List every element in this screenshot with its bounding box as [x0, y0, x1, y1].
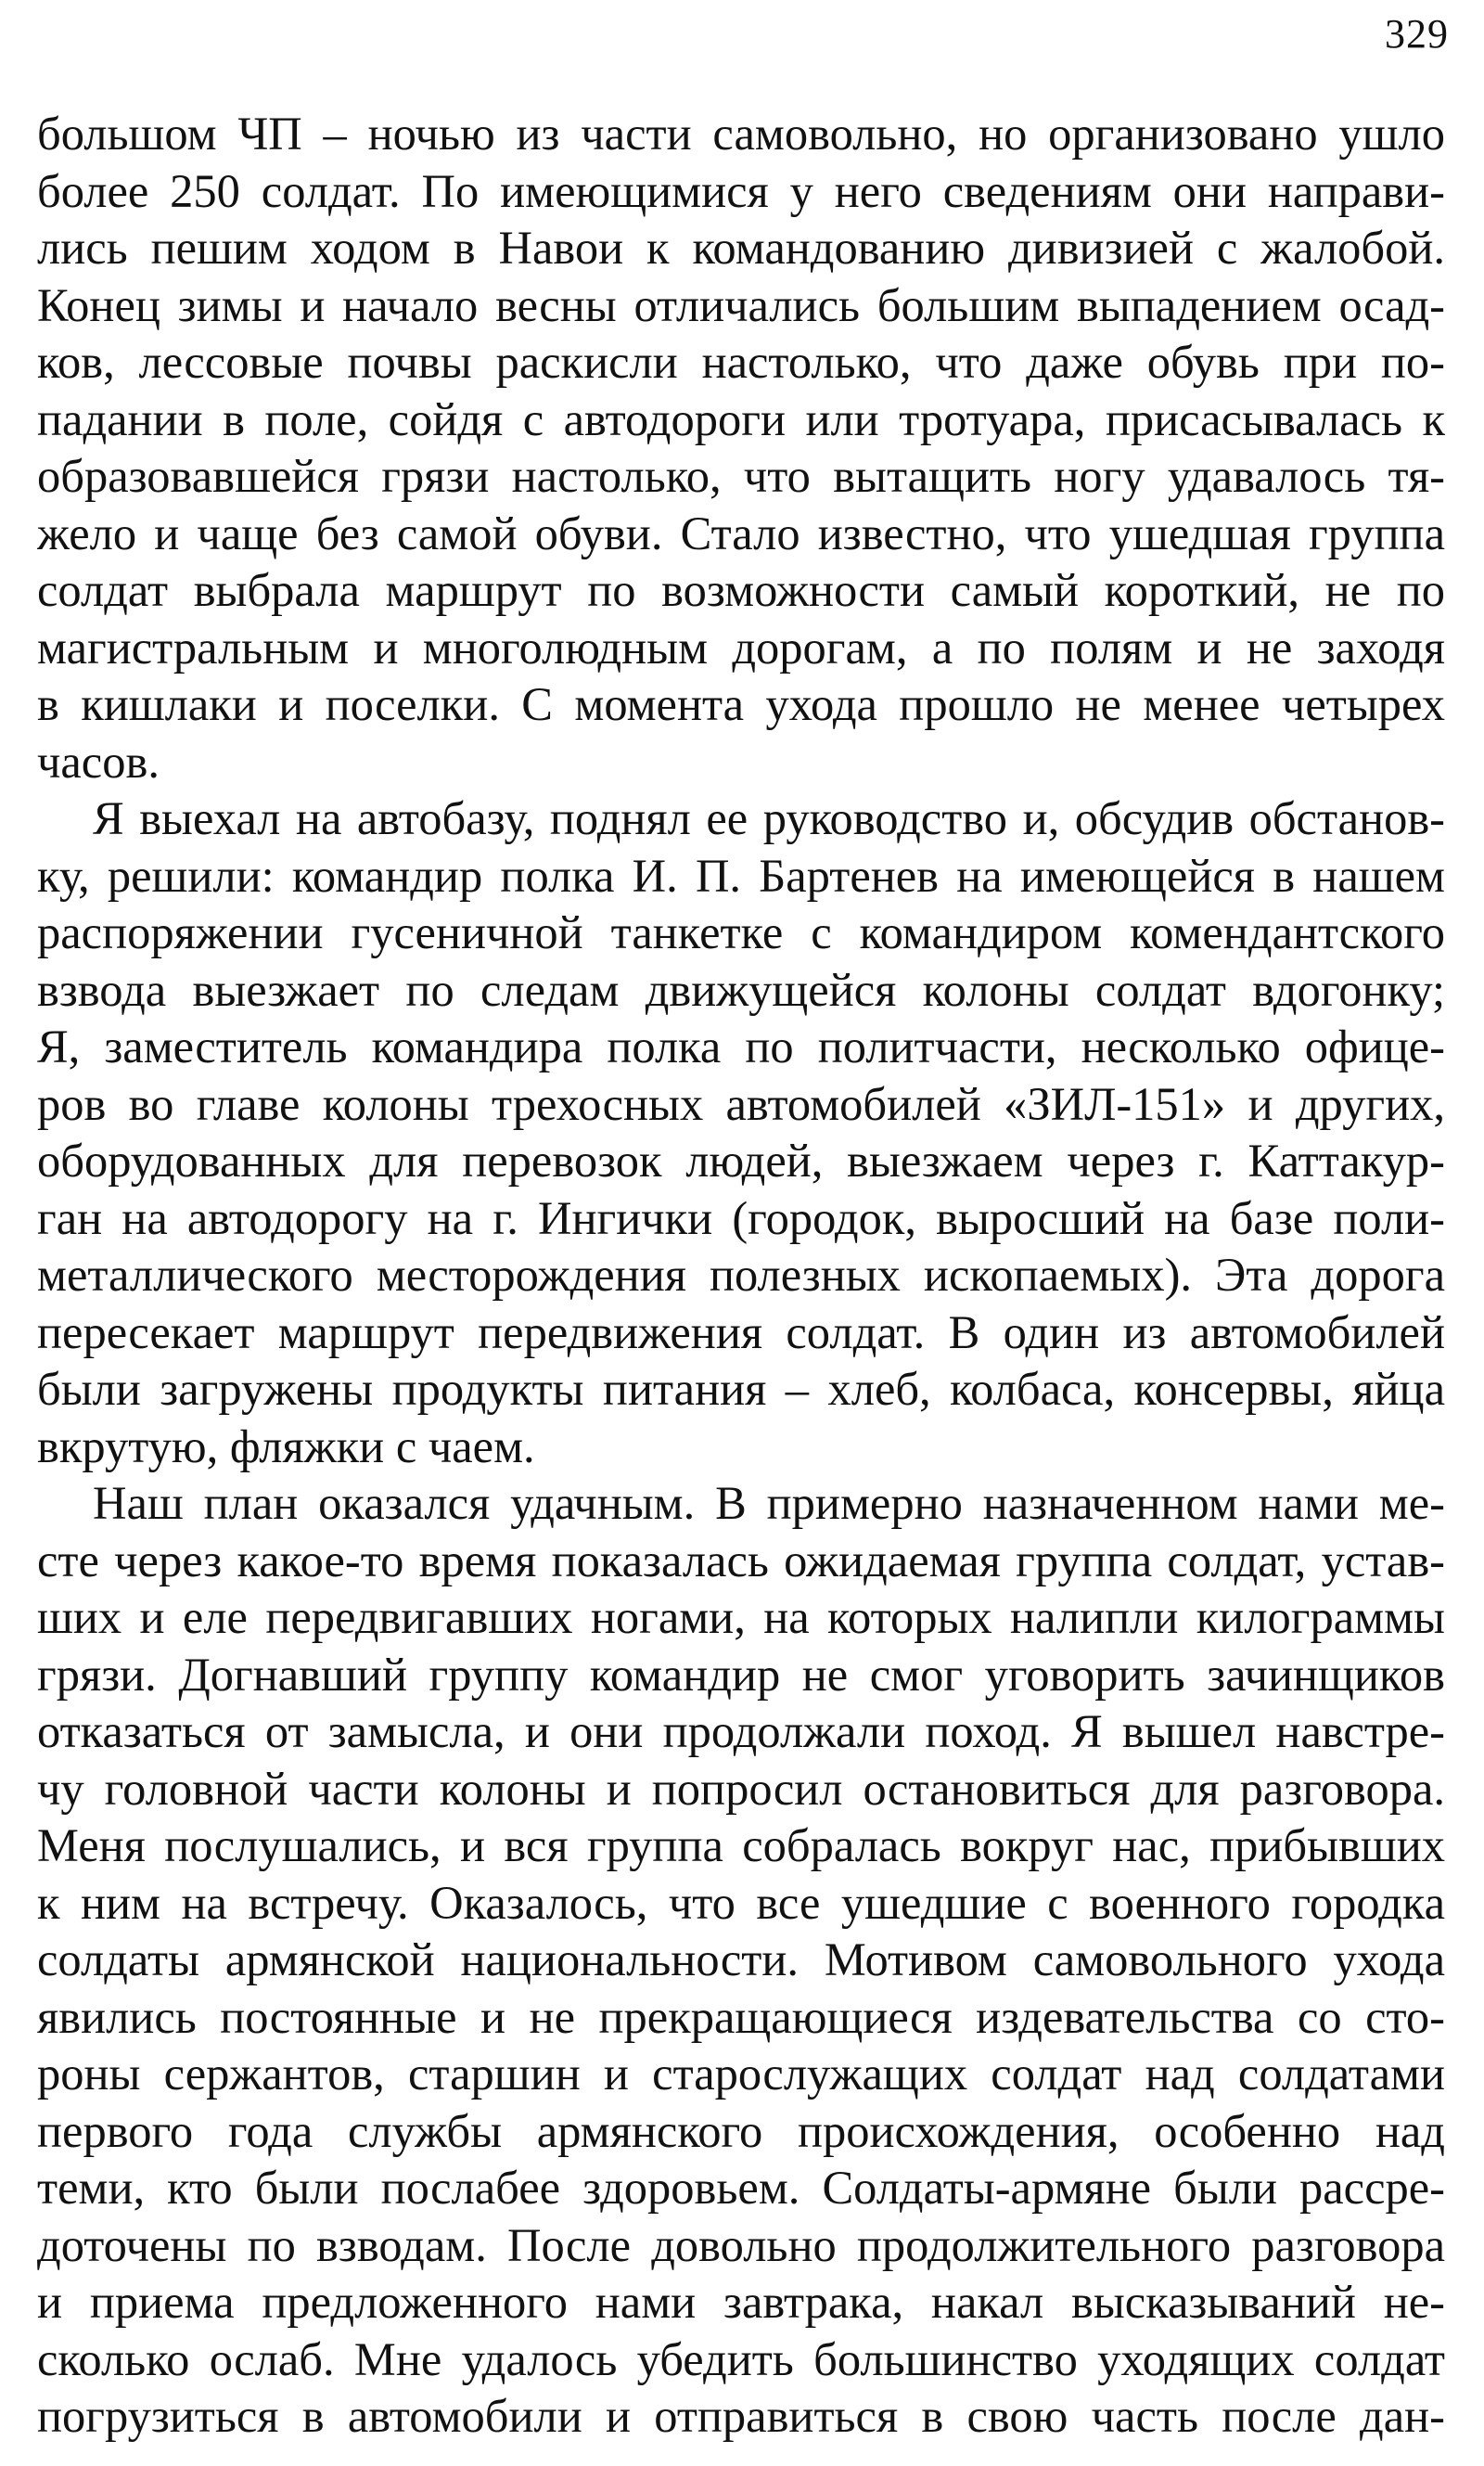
text-line: Я выехал на автобазу, поднял ее руководство и, обсудив обстанов- [93, 792, 1445, 844]
text-line: магистральным и многолюдным дорогам, а по полям и не заходя [37, 621, 1445, 674]
text-line: Наш план оказался удачным. В примерно назначенном нами ме- [93, 1477, 1445, 1529]
text-line: ган на автодорогу на г. Ингички (городок, выросший на базе поли- [37, 1191, 1445, 1244]
text-line: к ним на встречу. Оказалось, что все ушедшие с военного городка [37, 1876, 1445, 1929]
text-line: теми, кто были послабее здоровьем. Солдаты-армяне были рассре- [37, 2162, 1445, 2214]
text-line: отказаться от замысла, и они продолжали поход. Я вышел навстре- [37, 1705, 1445, 1757]
text-line: распоряжении гусеничной танкетке с командиром комендантского [37, 906, 1445, 958]
paragraph [37, 106, 1445, 790]
text-line: Я, заместитель командира полка по политчасти, несколько офице- [37, 1021, 1445, 1072]
text-line: ков, лессовые почвы раскисли настолько, что даже обувь при по- [37, 336, 1445, 388]
text-line: ку, решили: командир полка И. П. Бартенев на имеющейся в нашем [37, 849, 1445, 902]
paragraph [37, 790, 1445, 1475]
text-line: часов. [37, 735, 160, 788]
text-line: солдаты армянской национальности. Мотивом самовольного ухода [37, 1933, 1445, 1985]
text-line: пересекает маршрут передвижения солдат. В один из автомобилей [37, 1305, 1445, 1358]
text-line: грязи. Догнавший группу командир не смог уговорить зачинщиков [37, 1648, 1445, 1701]
text-line: Конец зимы и начало весны отличались большим выпадением осад- [37, 278, 1445, 331]
text-line: вкрутую, фляжки с чаем. [37, 1419, 535, 1472]
text-line: большом ЧП – ночью из части самовольно, но организовано ушло [37, 108, 1445, 160]
text-line: падании в поле, сойдя с автодороги или тротуара, присасывалась к [37, 392, 1445, 445]
body-text [37, 106, 1445, 2446]
text-line: ших и еле передвигавших ногами, на которых налипли килограммы [37, 1591, 1445, 1643]
text-line: жело и чаще без самой обуви. Стало известно, что ушедшая группа [37, 507, 1445, 559]
text-line: солдат выбрала маршрут по возможности самый короткий, не по [37, 564, 1445, 616]
text-line: оборудованных для перевозок людей, выезжаем через г. Каттакур- [37, 1135, 1445, 1187]
text-line: более 250 солдат. По имеющимися у него сведениям они направи- [37, 164, 1445, 217]
text-line: ров во главе колоны трехосных автомобилей «ЗИЛ-151» и других, [37, 1077, 1445, 1130]
text-line: явились постоянные и не прекращающиеся издевательства со сто- [37, 1990, 1445, 2043]
text-line: были загружены продукты питания – хлеб, колбаса, консервы, яйца [37, 1363, 1445, 1415]
text-line: роны сержантов, старшин и старослужащих солдат над солдатами [37, 2048, 1445, 2100]
text-line: сте через какое-то время показалась ожидаемая группа солдат, устав- [37, 1534, 1445, 1586]
text-line: погрузиться в автомобили и отправиться в свою часть после дан- [37, 2390, 1445, 2442]
page-number: 329 [1385, 11, 1449, 57]
text-line: доточены по взводам. После довольно продолжительного разговора [37, 2218, 1445, 2271]
text-line: лись пешим ходом в Навои к командованию дивизией с жалобой. [37, 222, 1445, 274]
paragraph [37, 1475, 1445, 2446]
text-line: взвода выезжает по следам движущейся колоны солдат вдогонку; [37, 963, 1445, 1016]
text-line: Меня послушались, и вся группа собралась вокруг нас, прибывших [37, 1819, 1445, 1871]
text-line: металлического месторождения полезных ископаемых). Эта дорога [37, 1249, 1445, 1301]
text-line: образовавшейся грязи настолько, что вытащить ногу удавалось тя- [37, 450, 1445, 502]
text-line: в кишлаки и поселки. С момента ухода прошло не менее четырех [37, 678, 1445, 730]
text-line: чу головной части колоны и попросил остановиться для разговора. [37, 1762, 1445, 1815]
text-line: и приема предложенного нами завтрака, накал высказываний не- [37, 2276, 1445, 2328]
text-line: сколько ослаб. Мне удалось убедить большинство уходящих солдат [37, 2332, 1445, 2385]
text-line: первого года службы армянского происхождения, особенно над [37, 2104, 1445, 2157]
